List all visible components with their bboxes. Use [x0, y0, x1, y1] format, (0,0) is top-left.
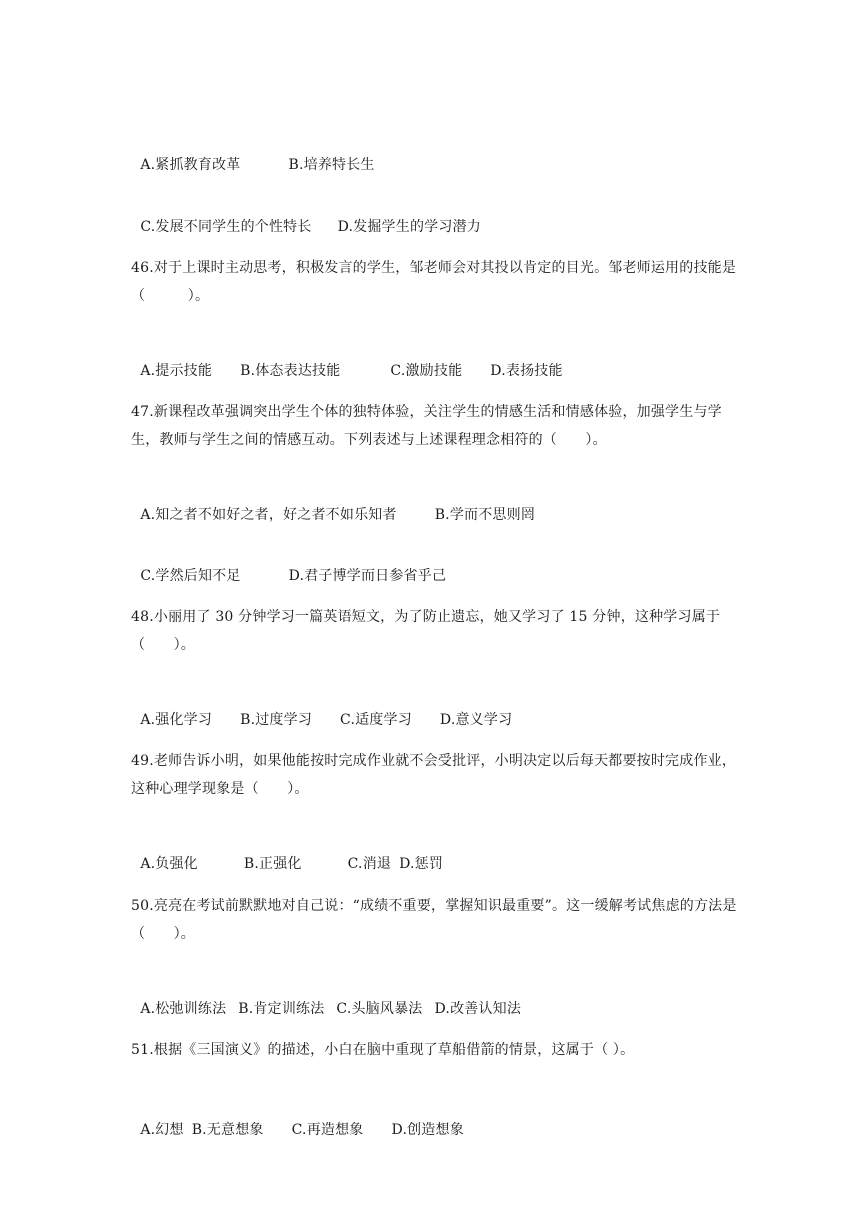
option-c: C.激励技能 — [390, 363, 463, 379]
option-b: B.培养特长生 — [288, 157, 375, 173]
option-a: A.紧抓教育改革 — [140, 157, 241, 173]
question-51-options — [131, 1100, 464, 1140]
question-47-text: 47.新课程改革强调突出学生个体的独特体验，关注学生的情感生活和情感体验，加强学生与学生，教师与学生之间的情感互动。下列表述与上述课程理念相符的（ ）。 — [131, 404, 722, 448]
question-46-options — [131, 341, 563, 381]
option-a: A.知之者不如好之者，好之者不如乐知者 — [140, 507, 397, 523]
option-a: A.提示技能 — [140, 363, 213, 379]
option-c: C.学然后知不足 — [140, 568, 241, 584]
option-a: A.负强化 — [140, 856, 198, 872]
option-d: D.惩罚 — [399, 856, 444, 872]
question-49-text: 49.老师告诉小明，如果他能按时完成作业就不会受批评，小明决定以后每天都要按时完成作业，这种心理学现象是（ ）。 — [131, 753, 737, 797]
option-b: B.学而不思则罔 — [434, 507, 536, 523]
option-d: D.君子博学而日参省乎己 — [288, 568, 447, 584]
option-c: C.发展不同学生的个性特长 — [140, 219, 312, 235]
option-c: C.适度学习 — [340, 712, 412, 728]
question-49-options — [131, 834, 443, 874]
option-c: C.消退 — [347, 856, 392, 872]
question-48-options — [131, 690, 512, 730]
question-51-text: 51.根据《三国演义》的描述，小白在脑中重现了草船借箭的情景，这属于（ ）。 — [131, 1042, 635, 1058]
option-d: D.发掘学生的学习潜力 — [337, 219, 481, 235]
option-b: B.过度学习 — [240, 712, 313, 728]
option-c: C.再造想象 — [291, 1122, 364, 1138]
option-b: B.肯定训练法 — [238, 1001, 325, 1017]
option-c: C.头脑风暴法 — [336, 1001, 423, 1017]
option-b: B.体态表达技能 — [240, 363, 341, 379]
prev-options-line-2 — [131, 197, 481, 237]
question-47-options-line-1 — [131, 485, 535, 525]
prev-options-line-1 — [131, 135, 375, 175]
option-d: D.意义学习 — [439, 712, 513, 728]
option-a: A.幻想 — [140, 1122, 184, 1138]
question-50-text: 50.亮亮在考试前默默地对自己说：“成绩不重要，掌握知识最重要”。这一缓解考试焦虑的方法是（ ）。 — [131, 898, 737, 942]
question-50-options — [131, 979, 521, 1019]
question-47-options-line-2 — [131, 546, 446, 586]
question-46-text: 46.对于上课时主动思考，积极发言的学生，邹老师会对其投以肯定的目光。邹老师运用的技能是（ ）。 — [131, 260, 737, 304]
option-a: A.松弛训练法 — [140, 1001, 227, 1017]
question-48-text: 48.小丽用了 30 分钟学习一篇英语短文，为了防止遗忘，她又学习了 15 分钟，这种学习属于（ ）。 — [131, 609, 721, 653]
option-a: A.强化学习 — [140, 712, 213, 728]
option-d: D.改善认知法 — [434, 1001, 522, 1017]
option-b: B.无意想象 — [191, 1122, 264, 1138]
option-d: D.表扬技能 — [490, 363, 563, 379]
option-d: D.创造想象 — [391, 1122, 464, 1138]
option-b: B.正强化 — [243, 856, 302, 872]
